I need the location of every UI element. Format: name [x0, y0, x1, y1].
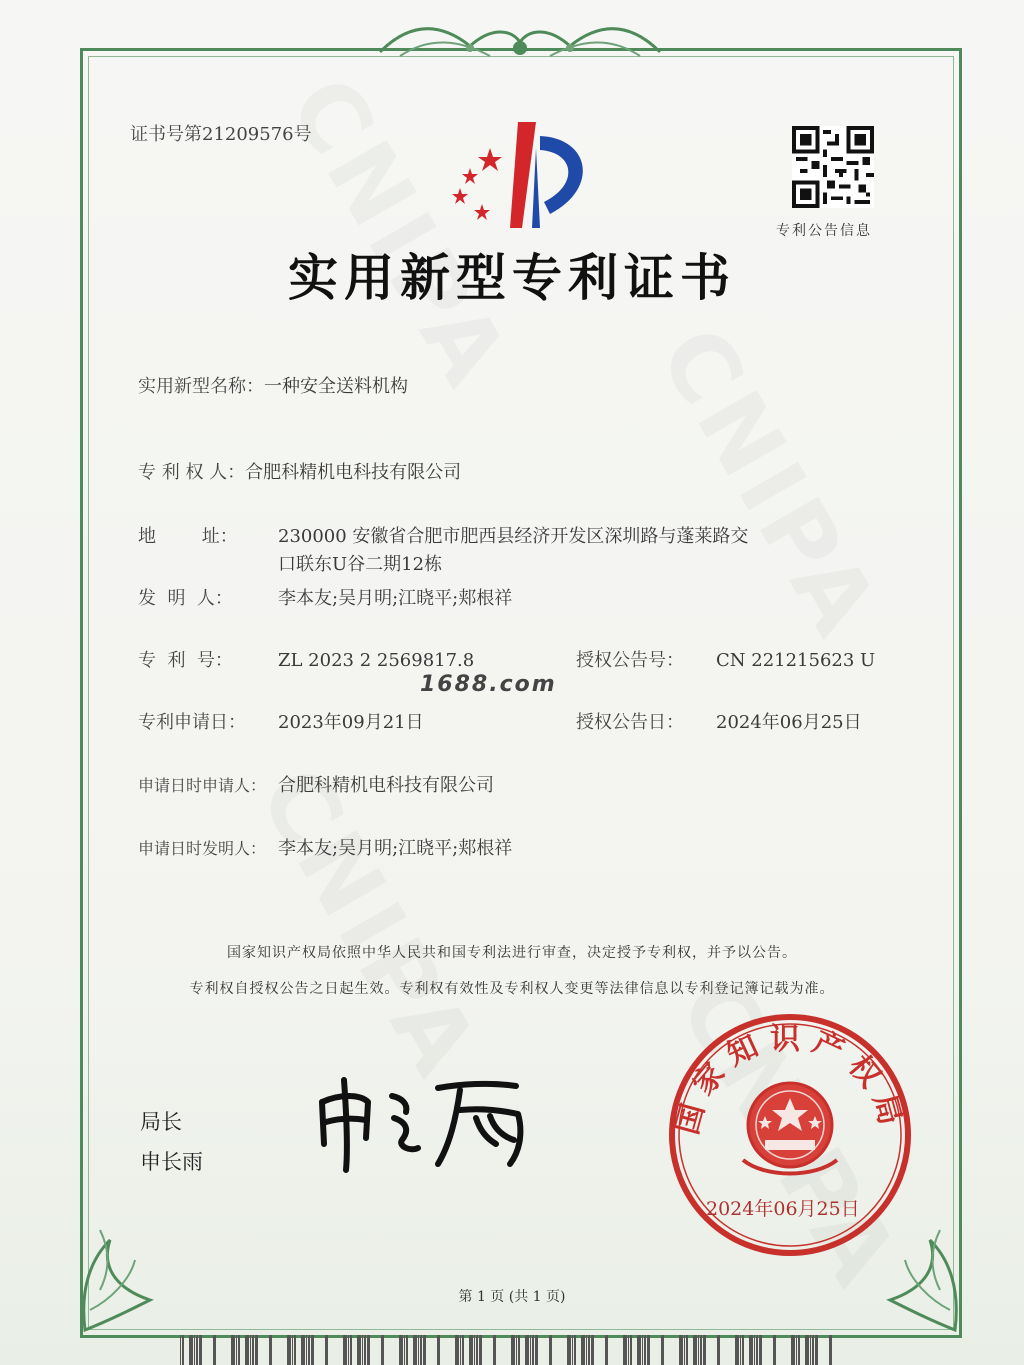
barcode-bar [399, 1335, 403, 1365]
bottom-left-ornament-icon [70, 1180, 190, 1340]
field-label: 专 利 权 人： [138, 462, 246, 483]
barcode-bar [252, 1335, 254, 1365]
barcode-bar [194, 1335, 195, 1365]
field-patentee [138, 458, 461, 484]
field-value: 口联东U谷二期12栋 [278, 554, 443, 575]
barcode-bar [586, 1335, 587, 1365]
barcode-bar [735, 1335, 739, 1365]
barcode-bar [236, 1335, 237, 1365]
barcode-bar [798, 1335, 800, 1365]
barcode-bar [231, 1335, 235, 1365]
field-label: 授权公告号： [576, 650, 684, 671]
barcode-bar [308, 1335, 310, 1365]
barcode-bar [698, 1335, 699, 1365]
field-value: 2024年06月25日 [716, 712, 862, 733]
field-label: 申请日时申请人： [138, 776, 267, 795]
barcode-bar [511, 1335, 515, 1365]
field-label: 申请日时发明人： [138, 839, 267, 858]
field-value: 合肥科精机电科技有限公司 [278, 775, 494, 796]
field-patent-number [138, 646, 474, 672]
barcode-bar [756, 1335, 758, 1365]
barcode-bar [294, 1335, 296, 1365]
field-label: 发 明 人： [138, 588, 233, 609]
barcode-bar [460, 1335, 461, 1365]
barcode-bar [661, 1335, 664, 1365]
barcode-bar [180, 1335, 181, 1365]
barcode-bar [357, 1335, 361, 1365]
barcode-bar [810, 1335, 811, 1365]
certificate-title: 实用新型专利证书 [288, 249, 736, 307]
field-applicant-at-filing [138, 771, 494, 797]
barcode-bar [245, 1335, 249, 1365]
barcode-bar [306, 1335, 307, 1365]
field-label: 专利申请日： [138, 712, 246, 733]
barcode-bar [493, 1335, 496, 1365]
field-label: 地 址： [138, 526, 238, 547]
barcode-bar [350, 1335, 352, 1365]
barcode-bar [815, 1335, 818, 1365]
notice-line-1: 国家知识产权局依照中华人民共和国专利法进行审查，决定授予专利权，并予以公告。 [227, 945, 797, 961]
barcode-bar [679, 1335, 683, 1365]
barcode-bar [535, 1335, 538, 1365]
barcode-bar [749, 1335, 753, 1365]
qr-code-icon [792, 126, 874, 208]
barcode-bar [773, 1335, 776, 1365]
barcode-bar [476, 1335, 478, 1365]
barcode-bar [703, 1335, 706, 1365]
barcode-bar [605, 1335, 608, 1365]
barcode-bar [796, 1335, 797, 1365]
field-grant-publication-number [576, 646, 875, 672]
barcode-bar [693, 1335, 697, 1365]
site-watermark: 1688.com [420, 672, 557, 697]
barcode-bar [406, 1335, 408, 1365]
barcode-bar [413, 1335, 417, 1365]
barcode-bar [530, 1335, 531, 1365]
barcode-bar [367, 1335, 370, 1365]
barcode-bar [381, 1335, 384, 1365]
barcode-bar [754, 1335, 755, 1365]
barcode-bar [588, 1335, 590, 1365]
barcode-bar [525, 1335, 529, 1365]
barcode-bar [362, 1335, 363, 1365]
signature-icon [310, 1068, 540, 1178]
field-label: 实用新型名称： [138, 376, 264, 397]
barcode-bar [516, 1335, 517, 1365]
field-label: 专 利 号： [138, 650, 233, 671]
barcode-bar [255, 1335, 258, 1365]
barcode-bar [343, 1335, 347, 1365]
barcode-bar [686, 1335, 688, 1365]
barcode-bar [623, 1335, 627, 1365]
barcode-bar [532, 1335, 534, 1365]
barcode-bar [418, 1335, 419, 1365]
barcode-bar [581, 1335, 585, 1365]
barcode-bar [637, 1335, 641, 1365]
field-address [138, 522, 748, 548]
barcode-bar [437, 1335, 440, 1365]
field-value: ZL 2023 2 2569817.8 [278, 650, 475, 671]
notice-line-2: 专利权自授权公告之日起生效。专利权有效性及专利权人变更等法律信息以专利登记簿记载为准。 [189, 981, 835, 997]
field-value: 李本友;吴月明;江晓平;郏根祥 [278, 838, 513, 859]
field-filing-date [138, 708, 424, 734]
barcode-bar [630, 1335, 632, 1365]
field-value: 230000 安徽省合肥市肥西县经济开发区深圳路与蓬莱路交 [278, 526, 749, 547]
barcode-bar [805, 1335, 809, 1365]
barcode-bar [717, 1335, 720, 1365]
field-grant-publication-date [576, 708, 862, 734]
field-value: 合肥科精机电科技有限公司 [245, 462, 462, 483]
barcode-bar [567, 1335, 571, 1365]
barcode-bar [742, 1335, 744, 1365]
barcode-bar [462, 1335, 464, 1365]
barcode-bar [238, 1335, 240, 1365]
barcode-bar [647, 1335, 650, 1365]
barcode-strip-icon [180, 1335, 840, 1365]
barcode-bar [684, 1335, 685, 1365]
official-seal-icon [665, 1010, 915, 1260]
field-utility-model-name [138, 372, 408, 398]
page-number: 第 1 页 (共 1 页) [458, 1289, 566, 1305]
director-name: 申长雨 [140, 1150, 203, 1174]
barcode-bar [325, 1335, 328, 1365]
field-label: 授权公告日： [576, 712, 684, 733]
barcode-bar [364, 1335, 366, 1365]
barcode-bar [250, 1335, 251, 1365]
field-inventor-at-filing [138, 834, 512, 860]
top-ornament-icon [370, 22, 670, 68]
barcode-bar [301, 1335, 305, 1365]
seal-text: 国家知识产权局 [669, 1021, 911, 1139]
barcode-bar [292, 1335, 293, 1365]
barcode-bar [591, 1335, 594, 1365]
barcode-bar [642, 1335, 643, 1365]
barcode-bar [628, 1335, 629, 1365]
barcode-bar [791, 1335, 795, 1365]
barcode-bar [455, 1335, 459, 1365]
barcode-bar [474, 1335, 475, 1365]
barcode-bar [189, 1335, 193, 1365]
field-value: 2023年09月21日 [278, 712, 424, 733]
barcode-bar [269, 1335, 272, 1365]
seal-date: 2024年06月25日 [706, 1198, 860, 1220]
barcode-bar [812, 1335, 814, 1365]
barcode-bar [572, 1335, 573, 1365]
qr-caption: 专利公告信息 [776, 223, 872, 239]
barcode-bar [518, 1335, 520, 1365]
barcode-bar [549, 1335, 552, 1365]
barcode-bar [740, 1335, 741, 1365]
barcode-bar [759, 1335, 762, 1365]
barcode-bar [404, 1335, 405, 1365]
barcode-bar [199, 1335, 202, 1365]
barcode-bar [420, 1335, 422, 1365]
barcode-bar [182, 1335, 184, 1365]
barcode-bar [644, 1335, 646, 1365]
barcode-bar [829, 1335, 832, 1365]
barcode-bar [574, 1335, 576, 1365]
barcode-bar [287, 1335, 291, 1365]
barcode-bar [213, 1335, 216, 1365]
barcode-bar [469, 1335, 473, 1365]
certificate-number: 证书号第21209576号 [130, 124, 312, 145]
field-value: 一种安全送料机构 [264, 376, 408, 397]
barcode-bar [479, 1335, 482, 1365]
barcode-bar [196, 1335, 198, 1365]
barcode-bar [348, 1335, 349, 1365]
field-inventor [138, 584, 512, 610]
director-title: 局长 [140, 1110, 182, 1134]
field-address-line2 [278, 550, 442, 576]
cnipa-logo-icon [440, 118, 610, 238]
barcode-bar [700, 1335, 702, 1365]
field-value: 李本友;吴月明;江晓平;郏根祥 [278, 588, 513, 609]
barcode-bar [423, 1335, 426, 1365]
field-value: CN 221215623 U [716, 650, 876, 671]
barcode-bar [311, 1335, 314, 1365]
